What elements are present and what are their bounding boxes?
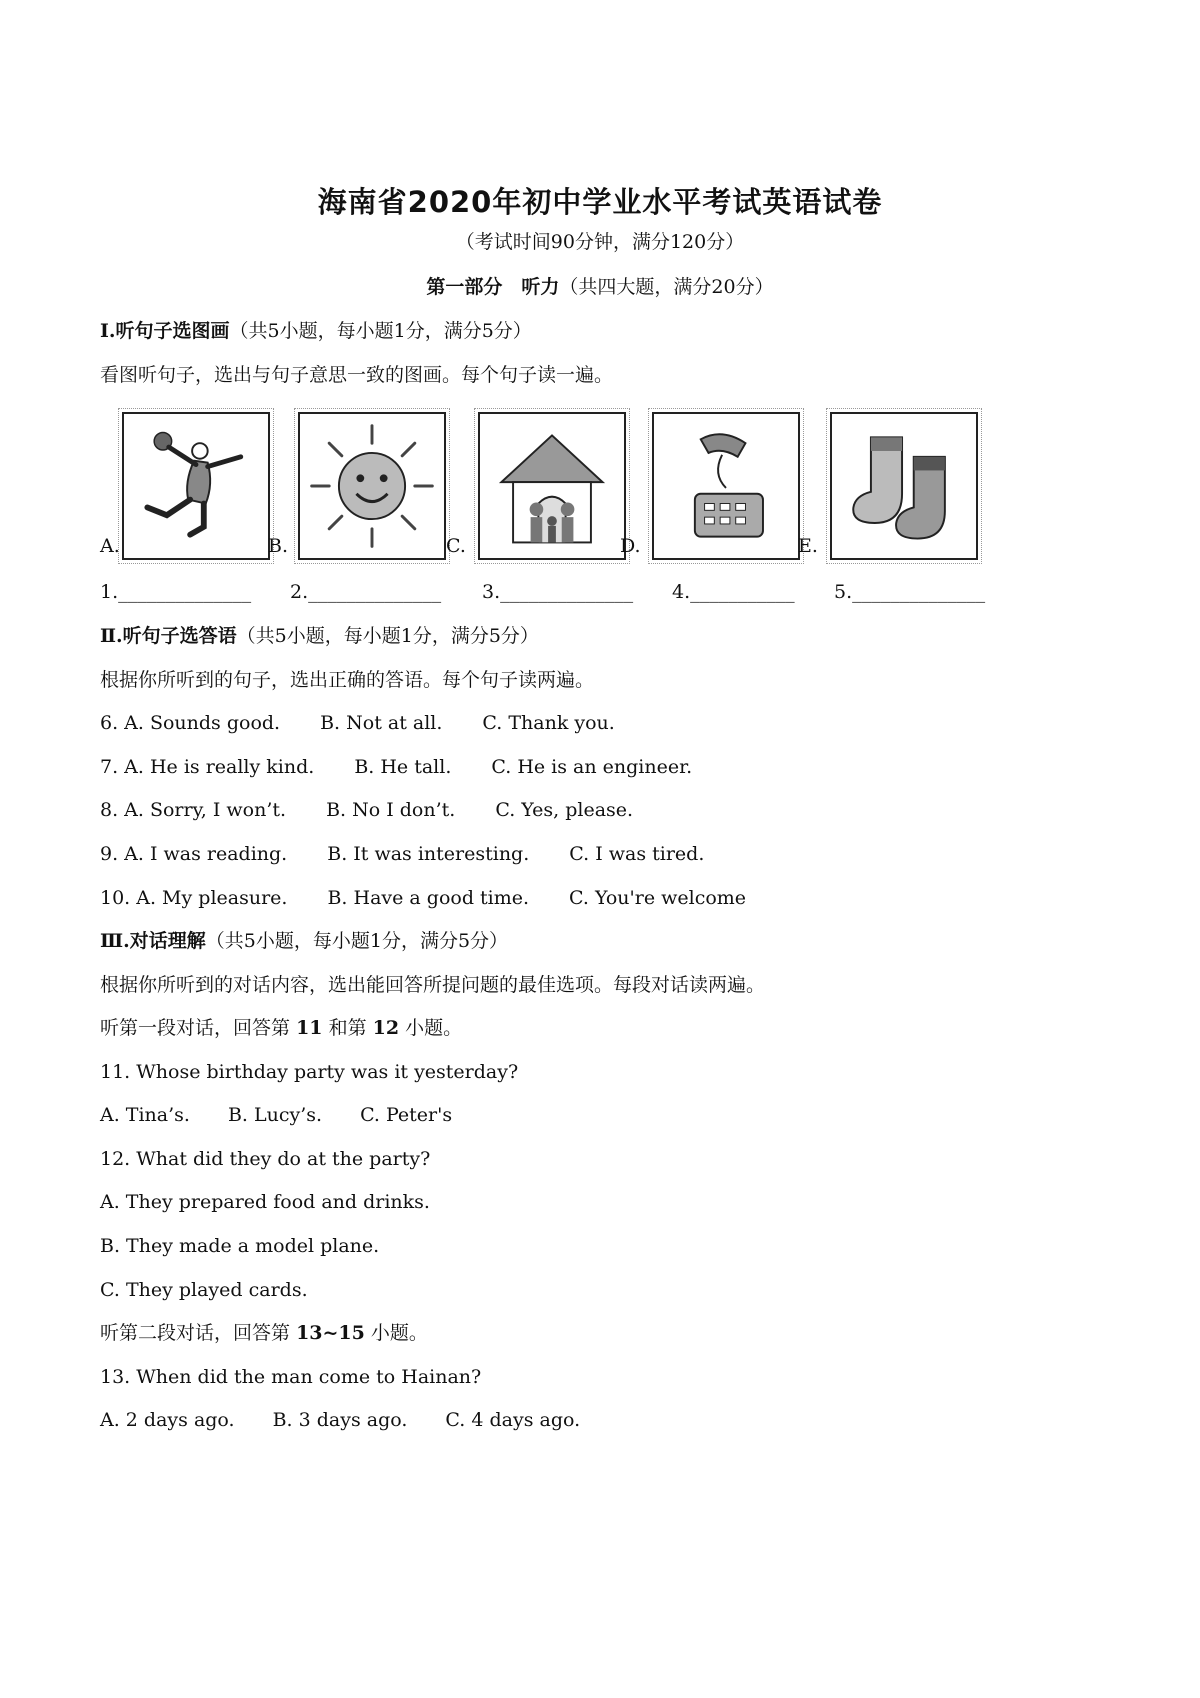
dialog-1-num-1: 11	[296, 1017, 323, 1039]
option-c: C. I was tired.	[569, 843, 705, 865]
answer-blank-2[interactable]: 2.______________	[290, 581, 442, 603]
answer-blank-5[interactable]: 5.______________	[834, 581, 986, 603]
option-c: C. You're welcome	[569, 887, 747, 909]
dialog-2-instruction	[100, 1320, 428, 1346]
option-b: B. 3 days ago.	[272, 1409, 408, 1431]
dialog-1-pre: 听第一段对话，回答第	[100, 1017, 291, 1039]
dialog-2-post: 小题。	[370, 1322, 428, 1344]
part-heading	[0, 274, 1200, 300]
option-b: B. Not at all.	[320, 712, 443, 734]
section-3-heading	[100, 928, 508, 954]
option-b: B. No I don’t.	[326, 799, 456, 821]
option-c: C. 4 days ago.	[445, 1409, 581, 1431]
telephone-icon	[654, 414, 798, 558]
option-a: 10. A. My pleasure.	[100, 887, 288, 909]
answer-blank-4[interactable]: 4.___________	[672, 581, 795, 603]
picture-b	[298, 412, 446, 560]
question-7	[100, 754, 692, 780]
picture-label-c: C.	[446, 535, 466, 557]
section-3-title: Ⅲ.对话理解	[100, 930, 206, 952]
option-c: C. He is an engineer.	[491, 756, 693, 778]
option-a: A. Tina’s.	[100, 1104, 190, 1126]
socks-icon	[832, 414, 976, 558]
section-1-title: I.听句子选图画	[100, 320, 230, 342]
option-c: C. Peter's	[360, 1104, 453, 1126]
dialog-1-instruction	[100, 1015, 462, 1041]
section-3-instruction: 根据你所听到的对话内容，选出能回答所提问题的最佳选项。每段对话读两遍。	[100, 974, 766, 996]
basketball-player-icon	[124, 414, 268, 558]
section-2-heading	[100, 623, 539, 649]
section-3-note: （共5小题，每小题1分，满分5分）	[205, 930, 509, 952]
part-note: （共四大题，满分20分）	[559, 276, 774, 298]
picture-label-d: D.	[620, 535, 641, 557]
section-2-title: Ⅱ.听句子选答语	[100, 625, 237, 647]
question-12: 12. What did they do at the party?	[100, 1148, 431, 1170]
option-c: C. Yes, please.	[495, 799, 634, 821]
picture-label-e: E.	[798, 535, 818, 557]
section-1-note: （共5小题，每小题1分，满分5分）	[229, 320, 532, 342]
question-10	[100, 885, 746, 911]
picture-c	[478, 412, 626, 560]
question-11-options	[100, 1102, 452, 1128]
option-b: B. It was interesting.	[327, 843, 530, 865]
question-12-option-a: A. They prepared food and drinks.	[100, 1191, 430, 1213]
option-a: 9. A. I was reading.	[100, 843, 288, 865]
option-b: B. He tall.	[354, 756, 452, 778]
option-a: 8. A. Sorry, I won’t.	[100, 799, 287, 821]
sun-icon	[300, 414, 444, 558]
option-a: 6. A. Sounds good.	[100, 712, 281, 734]
question-13: 13. When did the man come to Hainan?	[100, 1366, 482, 1388]
option-b: B. Have a good time.	[327, 887, 530, 909]
answer-blank-3[interactable]: 3.______________	[482, 581, 634, 603]
picture-label-b: B.	[268, 535, 289, 557]
option-a: 7. A. He is really kind.	[100, 756, 315, 778]
dialog-2-pre: 听第二段对话，回答第	[100, 1322, 291, 1344]
picture-d	[652, 412, 800, 560]
question-12-option-b: B. They made a model plane.	[100, 1235, 380, 1257]
question-9	[100, 841, 704, 867]
dialog-1-num-2: 12	[372, 1017, 400, 1039]
section-2-instruction: 根据你所听到的句子，选出正确的答语。每个句子读两遍。	[100, 669, 595, 691]
question-8	[100, 797, 633, 823]
dialog-2-range: 13~15	[296, 1322, 365, 1344]
picture-a	[122, 412, 270, 560]
dialog-1-post: 小题。	[405, 1017, 463, 1039]
section-1-instruction: 看图听句子，选出与句子意思一致的图画。每个句子读一遍。	[100, 364, 614, 386]
option-c: C. Thank you.	[482, 712, 615, 734]
section-1-heading	[100, 318, 532, 344]
picture-e	[830, 412, 978, 560]
answer-blank-1[interactable]: 1.______________	[100, 581, 252, 603]
question-6	[100, 710, 615, 736]
option-b: B. Lucy’s.	[227, 1104, 323, 1126]
house-family-icon	[480, 414, 624, 558]
question-11: 11. Whose birthday party was it yesterday?	[100, 1061, 519, 1083]
option-a: A. 2 days ago.	[100, 1409, 235, 1431]
exam-info: （考试时间90分钟，满分120分）	[455, 231, 745, 253]
part-label: 第一部分 听力	[426, 276, 560, 298]
question-13-options	[100, 1407, 580, 1433]
question-12-option-c: C. They played cards.	[100, 1279, 308, 1301]
section-2-note: （共5小题，每小题1分，满分5分）	[236, 625, 539, 647]
dialog-1-mid: 和第	[328, 1017, 367, 1039]
page-title: 海南省2020年初中学业水平考试英语试卷	[317, 185, 883, 219]
picture-label-a: A.	[100, 535, 120, 557]
